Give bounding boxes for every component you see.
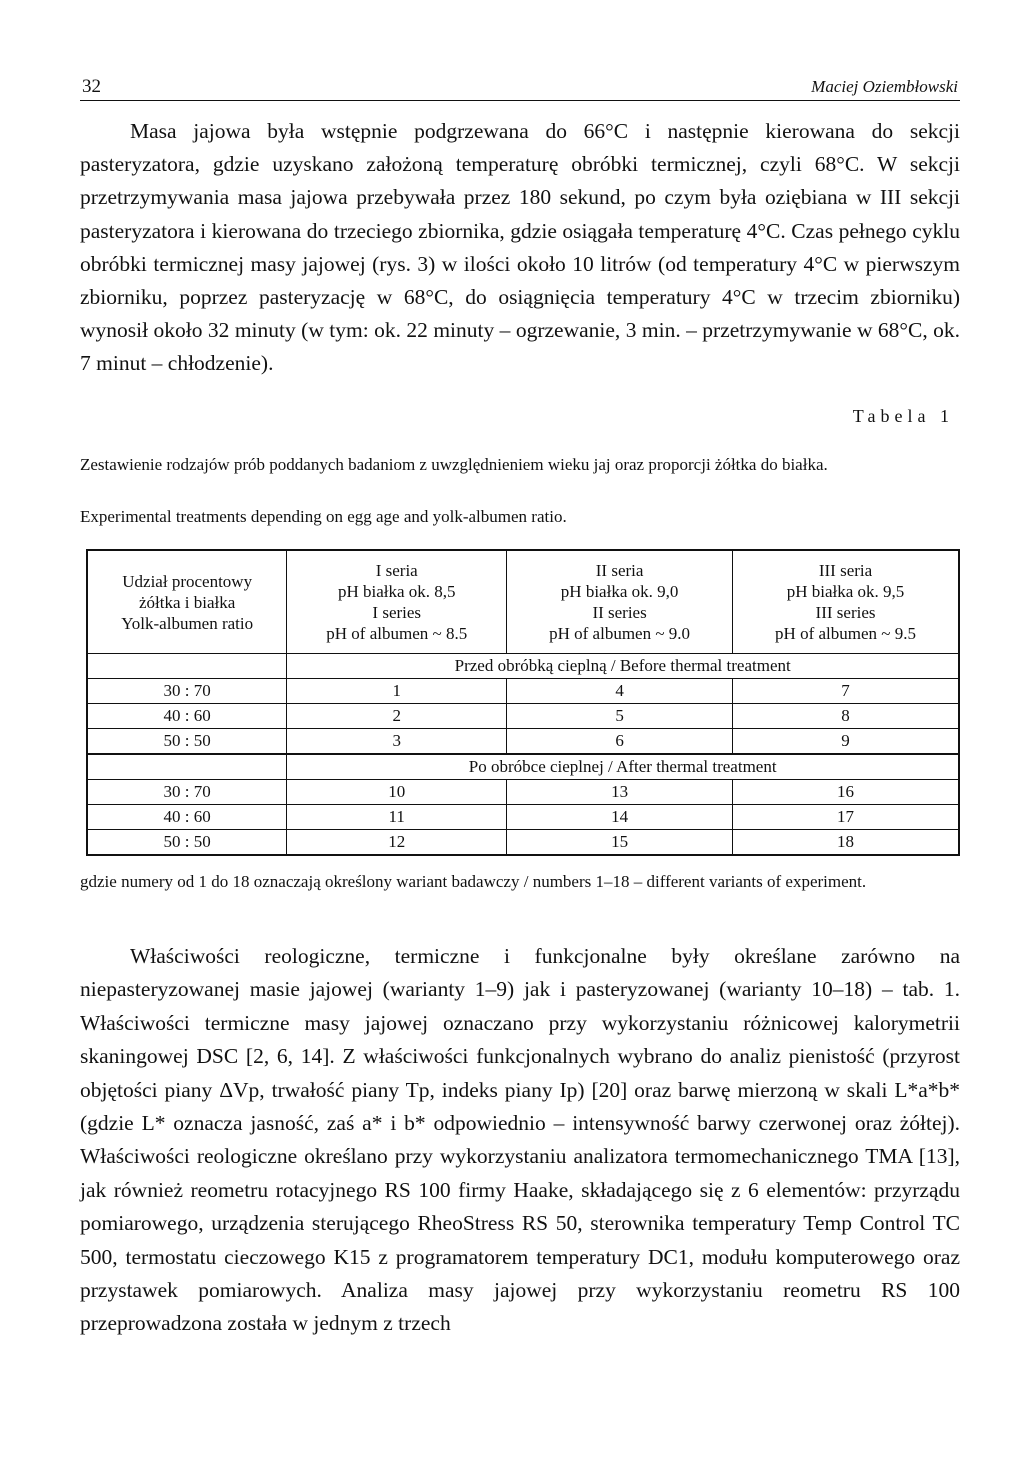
series-header-line: II series <box>592 603 647 622</box>
series-2-header <box>507 550 733 654</box>
ratio-header-cell <box>87 550 287 654</box>
table-label: Tabela 1 <box>852 406 954 426</box>
variant-cell: 11 <box>287 805 507 830</box>
series-header-line: pH białka ok. 9,0 <box>560 582 679 601</box>
variant-cell: 16 <box>733 780 959 805</box>
ratio-header-line: żółtka i białka <box>139 592 236 612</box>
variant-cell: 8 <box>733 704 959 729</box>
variant-cell: 14 <box>507 805 733 830</box>
variant-cell: 2 <box>287 704 507 729</box>
treatments-table <box>86 549 960 856</box>
table-caption-pl: Zestawienie rodzajów prób poddanych badaniom z uwzględnieniem wieku jaj oraz proporcji żółtka do białka. <box>80 455 828 474</box>
series-header-line: II seria <box>595 561 644 580</box>
table-header-row <box>87 550 959 654</box>
table-row <box>87 830 959 856</box>
variant-cell: 9 <box>733 729 959 755</box>
section-label-before: Przed obróbką cieplną / Before thermal treatment <box>287 654 959 679</box>
series-header-line: I series <box>372 603 422 622</box>
ratio-header-line: Yolk-albumen ratio <box>121 613 254 633</box>
variant-cell: 12 <box>287 830 507 856</box>
running-author: Maciej Oziembłowski <box>811 77 958 96</box>
table-caption-en: Experimental treatments depending on egg age and yolk-albumen ratio. <box>80 507 567 526</box>
variant-cell: 13 <box>507 780 733 805</box>
variant-cell: 10 <box>287 780 507 805</box>
series-header-line: pH białka ok. 8,5 <box>337 582 456 601</box>
paragraph-methods: Właściwości reologiczne, termiczne i funkcjonalne były określane zarówno na niepasteryzowanej masie jajowej (warianty 1–9) jak i pasteryzowanej (warianty 10–18) – tab. 1. Właściwości termiczne masy jajowej oznaczano przy wykorzystaniu różnicowej kalorymetrii skaningowej DSC [2, 6, 14]. Z właściwości funkcjonalnych wybrano do analiz pienistość (przyrost objętości piany ΔVp, trwałość piany Tp, indeks piany Ip) [20] oraz barwę mierzoną w skali L*a*b* (gdzie L* oznacza jasność, zaś a* i b* odpowiednio – intensywność barwy czerwonej oraz żółtej). Właściwości reologiczne określano przy wykorzystaniu analizatora termomechanicznego TMA [13], jak również reometru rotacyjnego RS 100 firmy Haake, składającego się z 6 elementów: przyrządu pomiarowego, urządzenia sterującego RheoStress RS 50, sterownika temperatury Temp Control TC 500, termostatu cieczowego K15 z programatorem temperatury DC1, modułu komputerowego oraz przystawek pomiarowych. Analiza masy jajowej przy wykorzystaniu reometru RS 100 przeprowadzona została w jednym z trzech <box>80 944 960 1336</box>
ratio-cell: 50 : 50 <box>87 729 287 755</box>
page-number: 32 <box>82 76 101 97</box>
series-3-header <box>733 550 959 654</box>
running-header <box>80 76 960 101</box>
ratio-header-line: Udział procentowy <box>122 571 253 591</box>
section-row-after <box>87 754 959 780</box>
variant-cell: 6 <box>507 729 733 755</box>
variant-cell: 7 <box>733 679 959 704</box>
ratio-cell: 50 : 50 <box>87 830 287 856</box>
variant-cell: 3 <box>287 729 507 755</box>
table-row <box>87 729 959 755</box>
table-row <box>87 704 959 729</box>
variant-cell: 1 <box>287 679 507 704</box>
series-header-line: I seria <box>375 561 418 580</box>
variant-cell: 18 <box>733 830 959 856</box>
ratio-cell: 30 : 70 <box>87 679 287 704</box>
series-header-line: pH of albumen ~ 9.0 <box>549 624 691 643</box>
ratio-cell: 30 : 70 <box>87 780 287 805</box>
series-header-line: pH of albumen ~ 8.5 <box>326 624 468 643</box>
variant-cell: 5 <box>507 704 733 729</box>
series-header-line: III seria <box>818 561 873 580</box>
series-header-line: III series <box>815 603 876 622</box>
ratio-cell: 40 : 60 <box>87 805 287 830</box>
table-row <box>87 780 959 805</box>
section-empty-cell <box>87 754 287 780</box>
section-row-before <box>87 654 959 679</box>
variant-cell: 17 <box>733 805 959 830</box>
table-row <box>87 679 959 704</box>
ratio-cell: 40 : 60 <box>87 704 287 729</box>
table-footnote: gdzie numery od 1 do 18 oznaczają określony wariant badawczy / numbers 1–18 – different variants of experiment. <box>80 872 867 891</box>
variant-cell: 4 <box>507 679 733 704</box>
section-label-after: Po obróbce cieplnej / After thermal treatment <box>287 754 959 780</box>
table-row <box>87 805 959 830</box>
variant-cell: 15 <box>507 830 733 856</box>
series-header-line: pH białka ok. 9,5 <box>786 582 905 601</box>
paragraph-pasteurization: Masa jajowa była wstępnie podgrzewana do 66°C i następnie kierowana do sekcji pasteryzatora, gdzie uzyskano założoną temperaturę obróbki termicznej, czyli 68°C. W sekcji przetrzymywania masa jajowa przebywała przez 180 sekund, po czym była oziębiana w III sekcji pasteryzatora i kierowana do trzeciego zbiornika, gdzie osiągała temperaturę 4°C. Czas pełnego cyklu obróbki termicznej masy jajowej (rys. 3) w ilości około 10 litrów (od temperatury 4°C w pierwszym zbiorniku, poprzez pasteryzację w 68°C, do osiągnięcia temperatury 4°C w trzecim zbiorniku) wynosił około 32 minuty (w tym: ok. 22 minuty – ogrzewanie, 3 min. – przetrzymywanie w 68°C, ok. 7 minut – chłodzenie). <box>80 119 960 376</box>
section-empty-cell <box>87 654 287 679</box>
series-1-header <box>287 550 507 654</box>
series-header-line: pH of albumen ~ 9.5 <box>775 624 916 643</box>
